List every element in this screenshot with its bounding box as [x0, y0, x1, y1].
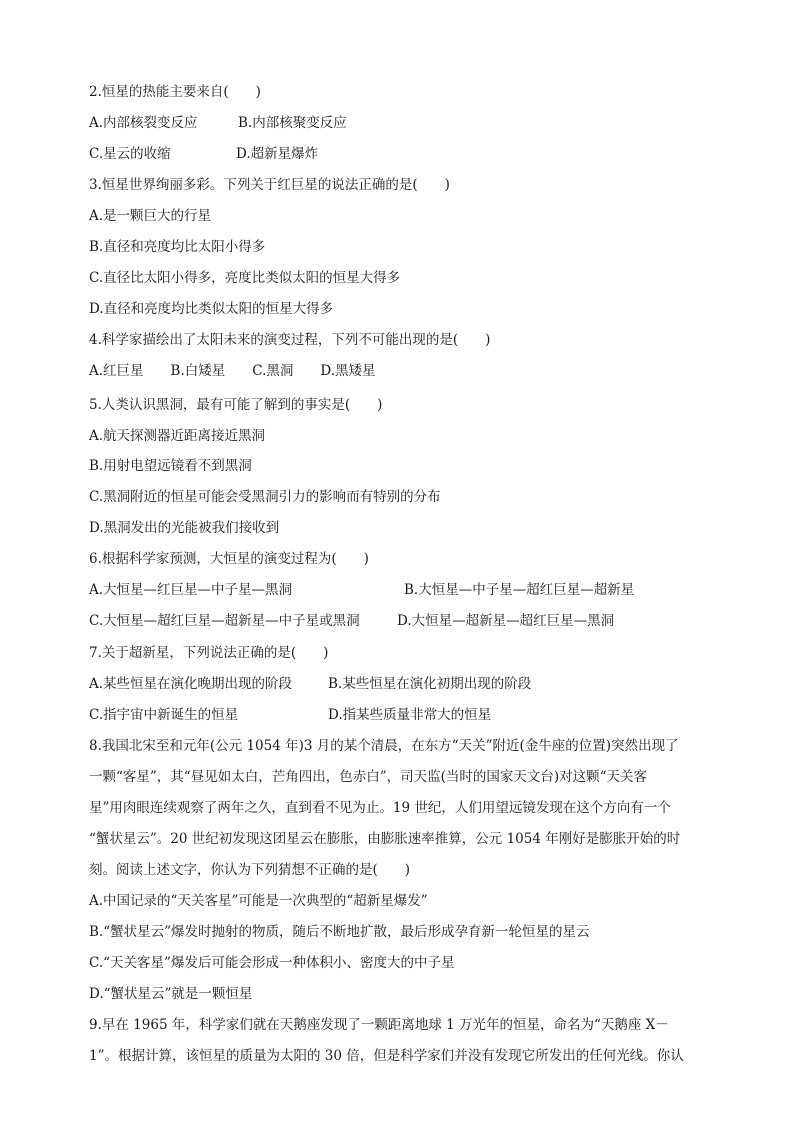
q5-option-c: C.黑洞附近的恒星可能会受黑洞引力的影响而有特别的分布 — [89, 489, 441, 505]
q8-stem-line-2: 一颗“客星”，其“昼见如太白，芒角四出，色赤白”，司天监(当时的国家天文台)对这颗“天关客 — [89, 769, 648, 785]
q6-option-c: C.大恒星—超红巨星—超新星—中子星或黑洞 — [89, 613, 360, 629]
q6-option-d: D.大恒星—超新星—超红巨星—黑洞 — [397, 613, 615, 629]
q8-option-b: B.“蟹状星云”爆发时抛射的物质，随后不断地扩散，最后形成孕育新一轮恒星的星云 — [89, 924, 590, 940]
q3-option-b: B.直径和亮度均比太阳小得多 — [89, 239, 266, 255]
q3-option-a: A.是一颗巨大的行星 — [89, 208, 212, 224]
q9-stem-line-2: 1”。根据计算，该恒星的质量为太阳的 30 倍，但是科学家们并没有发现它所发出的任何光线。你认 — [89, 1048, 684, 1064]
q7-option-d: D.指某些质量非常大的恒星 — [328, 707, 492, 723]
q5-option-d: D.黑洞发出的光能被我们接收到 — [89, 520, 280, 536]
q8-stem-line-5: 刻。阅读上述文字，你认为下列猜想不正确的是( ) — [89, 862, 411, 878]
q8-stem-line-3: 星”用肉眼连续观察了两年之久，直到看不见为止。19 世纪，人们用望远镜发现在这个方向有一个 — [89, 800, 671, 816]
q7-option-c: C.指宇宙中新诞生的恒星 — [89, 707, 239, 723]
q3-option-d: D.直径和亮度均比类似太阳的恒星大得多 — [89, 301, 334, 317]
q9-stem-line-1: 9.早在 1965 年，科学家们就在天鹅座发现了一颗距离地球 1 万光年的恒星，命名为“天鹅座 X－ — [89, 1017, 669, 1033]
q2-stem: 2.恒星的热能主要来自( ) — [89, 84, 261, 100]
q8-option-a: A.中国记录的“天关客星”可能是一次典型的“超新星爆发” — [89, 893, 428, 909]
q4-stem: 4.科学家描绘出了太阳未来的演变过程，下列不可能出现的是( ) — [89, 332, 491, 348]
q5-option-b: B.用射电望远镜看不到黑洞 — [89, 458, 252, 474]
q8-option-c: C.“天关客星”爆发后可能会形成一种体积小、密度大的中子星 — [89, 955, 455, 971]
q5-stem: 5.人类认识黑洞，最有可能了解到的事实是( ) — [89, 397, 383, 413]
q2-option-c: C.星云的收缩 — [89, 146, 171, 162]
q7-option-b: B.某些恒星在演化初期出现的阶段 — [328, 676, 532, 692]
q2-option-d: D.超新星爆炸 — [236, 146, 319, 162]
q8-option-d: D.“蟹状星云”就是一颗恒星 — [89, 986, 253, 1002]
q3-stem: 3.恒星世界绚丽多彩。下列关于红巨星的说法正确的是( ) — [89, 177, 450, 193]
q6-option-b: B.大恒星—中子星—超红巨星—超新星 — [404, 582, 635, 598]
q6-stem: 6.根据科学家预测，大恒星的演变过程为( ) — [89, 551, 369, 567]
q2-option-a: A.内部核裂变反应 — [89, 115, 198, 131]
q8-stem-line-1: 8.我国北宋至和元年(公元 1054 年)3 月的某个清晨，在东方“天关”附近(金牛座的位置)突然出现了 — [89, 738, 679, 754]
q8-stem-line-4: “蟹状星云”。20 世纪初发现这团星云在膨胀，由膨胀速率推算，公元 1054 年刚好是膨胀开始的时 — [89, 831, 681, 847]
q4-options: A.红巨星 B.白矮星 C.黑洞 D.黑矮星 — [89, 363, 376, 379]
q6-option-a: A.大恒星—红巨星—中子星—黑洞 — [89, 582, 293, 598]
q2-option-b: B.内部核聚变反应 — [238, 115, 347, 131]
q7-stem: 7.关于超新星，下列说法正确的是( ) — [89, 645, 329, 661]
q3-option-c: C.直径比太阳小得多，亮度比类似太阳的恒星大得多 — [89, 270, 401, 286]
q5-option-a: A.航天探测器近距离接近黑洞 — [89, 428, 266, 444]
q7-option-a: A.某些恒星在演化晚期出现的阶段 — [89, 676, 293, 692]
